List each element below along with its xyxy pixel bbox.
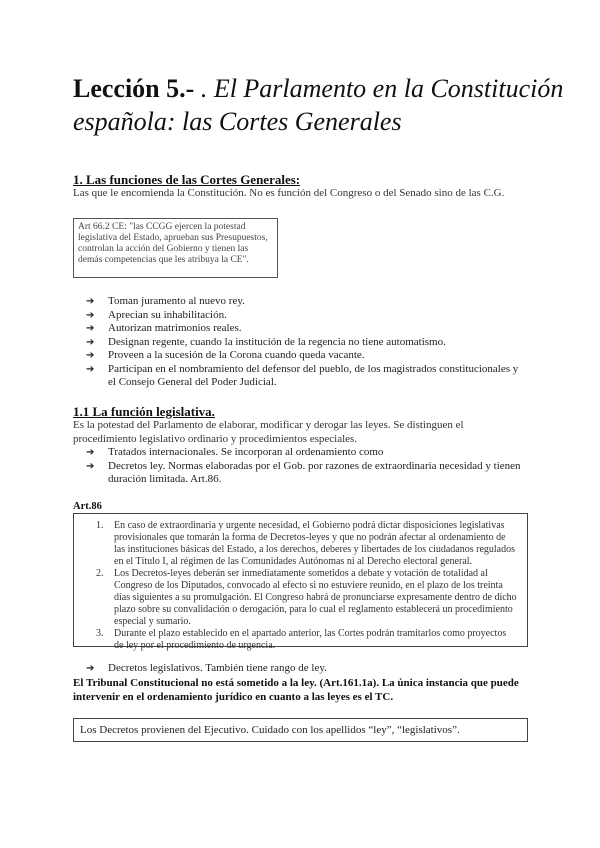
list-item: ➔ Autorizan matrimonios reales. <box>86 322 242 334</box>
list-item: ➔ Proveen a la sucesión de la Corona cuando queda vacante. <box>86 349 365 361</box>
list-item: ➔ Tratados internacionales. Se incorporan al ordenamiento como <box>86 446 384 458</box>
section-heading-functions: 1. Las funciones de las Cortes Generales: <box>73 172 301 187</box>
list-item: ➔ Decretos ley. Normas elaboradas por el Gob. por razones de extraordinaria necesidad y tienen duración limitada. Art.86. <box>86 459 521 485</box>
arrow-right-icon: ➔ <box>86 460 95 472</box>
arrow-right-icon: ➔ <box>86 309 95 321</box>
after-list <box>86 662 526 676</box>
arrow-right-icon: ➔ <box>86 663 95 674</box>
note-box: Los Decretos provienen del Ejecutivo. Cuidado con los apellidos “ley”, “legislativos”. <box>73 718 528 742</box>
page-title <box>73 72 573 138</box>
tc-statement: El Tribunal Constitucional no está sometido a la ley. (Art.161.1a). La única instancia que puede intervenir en el ordenamiento jurídico en cuanto a las leyes es el TC. <box>73 677 519 703</box>
arrow-right-icon: ➔ <box>86 336 95 348</box>
section-intro-functions: Las que le encomienda la Constitución. No es función del Congreso o del Senado sino de las C.G. <box>73 187 505 199</box>
arrow-right-icon: ➔ <box>86 447 95 458</box>
list-item: 2. Los Decretos-leyes deberán ser inmediatamente sometidos a debate y votación de totalidad al Congreso de los Diputados, convocado al efecto si no estuviere reunido, en el plazo de los treinta días siguientes a su promulgación. El Congreso habrá de pronunciarse expresamente dentro de dicho plazo sobre su convalidación o derogación, para lo cual el reglamento establecerá un procedimiento especial y sumario. <box>96 568 517 627</box>
section-heading-legislative: 1.1 La función legislativa. <box>73 404 215 419</box>
list-item: ➔ Toman juramento al nuevo rey. <box>86 295 245 307</box>
legislative-list <box>86 446 526 487</box>
list-item: 3. Durante el plazo establecido en el apartado anterior, las Cortes podrán tramitarlos como proyectos de ley por el procedimiento de urgencia. <box>96 628 507 651</box>
list-item: ➔ Aprecian su inhabilitación. <box>86 308 227 321</box>
list-item: ➔ Participan en el nombramiento del defensor del pueblo, de los magistrados constitucionales y el Consejo General del Poder Judicial. <box>86 362 519 388</box>
list-item: ➔ Decretos legislativos. También tiene rango de ley. <box>86 662 327 674</box>
lesson-title: . El Parlamento en la Constitución española: las Cortes Generales <box>73 74 564 136</box>
section-intro-legislative: Es la potestad del Parlamento de elaborar, modificar y derogar las leyes. Se distinguen el procedimiento legislativo ordinario y procedimientos especiales. <box>73 419 464 445</box>
list-item: ➔ Designan regente, cuando la institución de la regencia no tiene automatismo. <box>86 335 446 348</box>
article-86-list <box>96 520 517 652</box>
functions-list <box>86 295 526 390</box>
article-label: Art.86 <box>73 501 102 512</box>
quote-box-art66: Art 66.2 CE: "las CCGG ejercen la potestad legislativa del Estado, aprueban sus Presupuestos, controlan la acción del Gobierno y tienen las demás competencias que les atribuya la CE". <box>73 218 278 278</box>
list-item: 1. En caso de extraordinaria y urgente necesidad, el Gobierno podrá dictar disposiciones legislativas provisionales que tomarán la forma de Decretos-leyes y que no podrán afectar al ordenamiento de las instituciones básicas del Estado, a los derechos, deberes y libertades de los ciudadanos regulados en el Título I, al régimen de las Comunidades Autónomas ni al Derecho electoral general. <box>96 520 515 567</box>
article-86-box <box>73 513 528 651</box>
lesson-number: Lección 5.- <box>73 74 195 103</box>
arrow-right-icon: ➔ <box>86 323 95 334</box>
arrow-right-icon: ➔ <box>86 296 95 307</box>
arrow-right-icon: ➔ <box>86 363 95 375</box>
arrow-right-icon: ➔ <box>86 350 95 361</box>
